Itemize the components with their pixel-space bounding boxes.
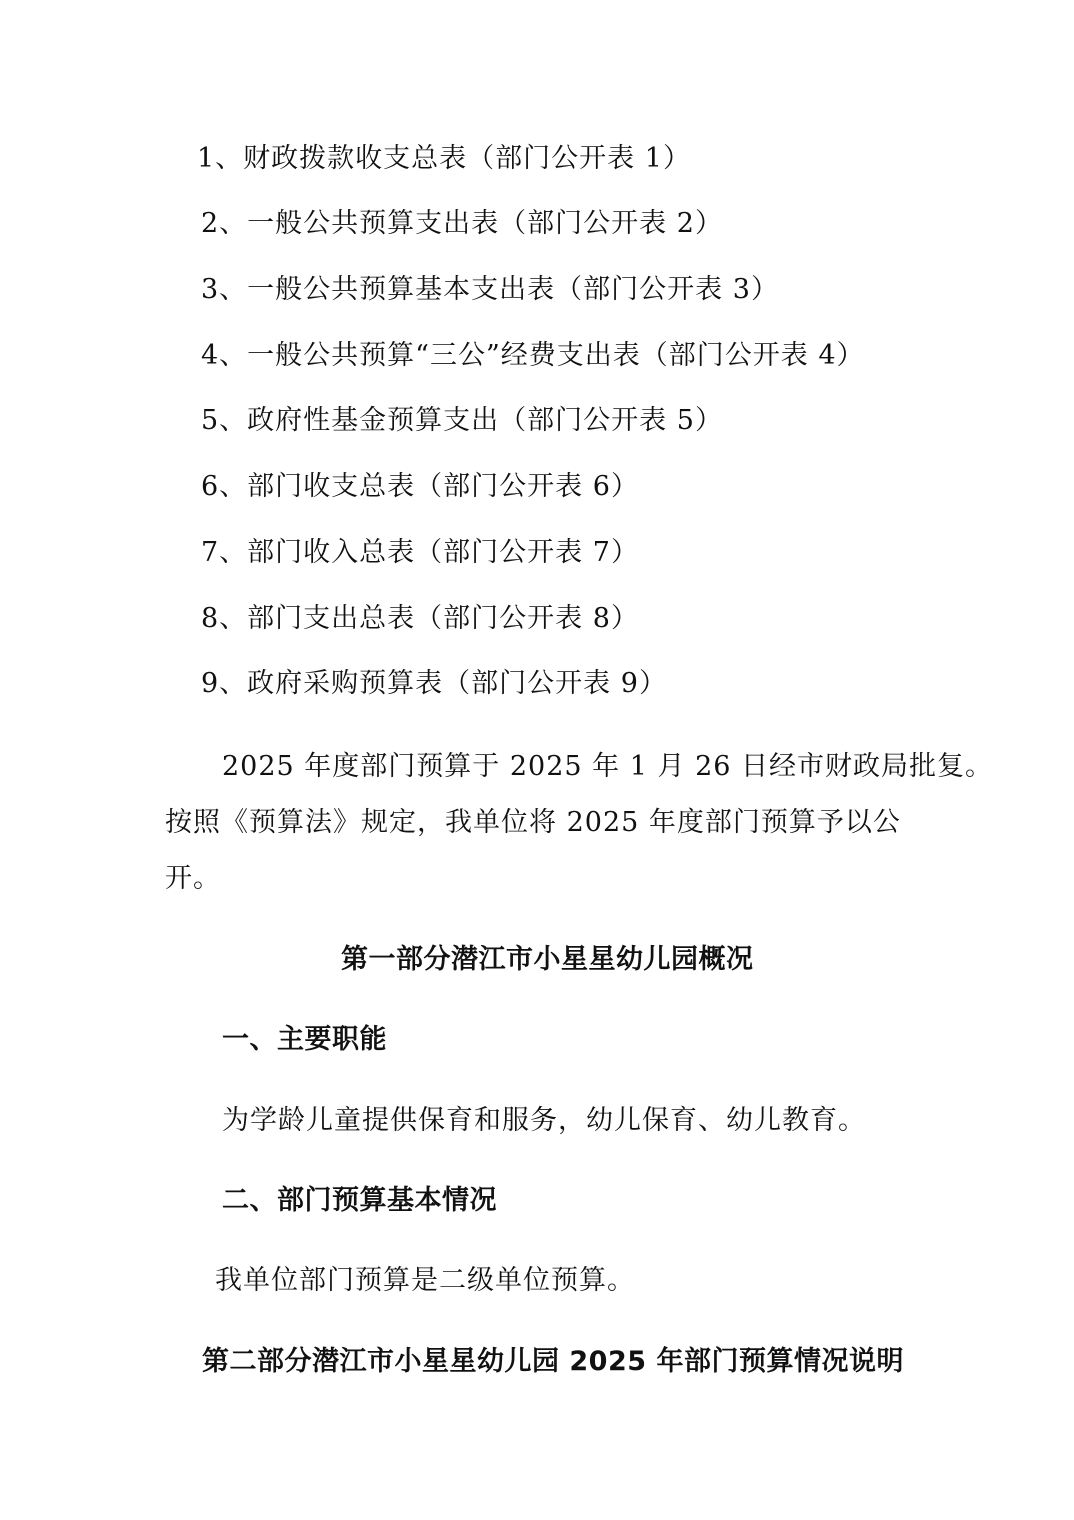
toc-item-2: 2、一般公共预算支出表（部门公开表 2）	[201, 208, 723, 239]
part2-title: 第二部分潜江市小星星幼儿园 2025 年部门预算情况说明	[202, 1346, 904, 1377]
intro-line-1: 2025 年度部门预算于 2025 年 1 月 26 日经市财政局批复。	[222, 751, 994, 782]
toc-item-3: 3、一般公共预算基本支出表（部门公开表 3）	[201, 274, 779, 305]
toc-item-6: 6、部门收支总表（部门公开表 6）	[201, 471, 639, 502]
intro-line-2: 按照《预算法》规定，我单位将 2025 年度部门预算予以公	[165, 807, 901, 838]
section2-heading: 二、部门预算基本情况	[222, 1185, 497, 1216]
toc-item-7: 7、部门收入总表（部门公开表 7）	[201, 537, 639, 568]
toc-item-8: 8、部门支出总表（部门公开表 8）	[201, 603, 639, 634]
section1-heading: 一、主要职能	[222, 1024, 387, 1055]
intro-line-3: 开。	[165, 863, 221, 894]
toc-item-5: 5、政府性基金预算支出（部门公开表 5）	[201, 405, 723, 436]
section1-body: 为学龄儿童提供保育和服务，幼儿保育、幼儿教育。	[222, 1105, 866, 1136]
section2-body: 我单位部门预算是二级单位预算。	[215, 1265, 635, 1296]
toc-item-1: 1、财政拨款收支总表（部门公开表 1）	[197, 143, 691, 174]
toc-item-9: 9、政府采购预算表（部门公开表 9）	[201, 668, 667, 699]
part1-title: 第一部分潜江市小星星幼儿园概况	[341, 944, 754, 975]
toc-item-4: 4、一般公共预算“三公”经费支出表（部门公开表 4）	[201, 340, 865, 371]
